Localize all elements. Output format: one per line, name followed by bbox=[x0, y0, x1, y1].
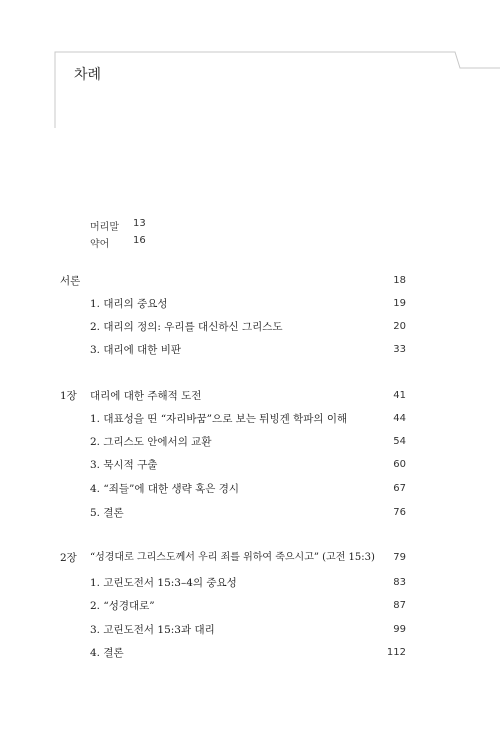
toc-page-number: 54 bbox=[393, 436, 406, 447]
toc-page-number: 44 bbox=[393, 413, 406, 424]
page-title: 차례 bbox=[74, 67, 102, 83]
chapter-title: “성경대로 그리스도께서 우리 죄를 위하여 죽으시고” (고전 15:3) bbox=[90, 552, 375, 563]
front-matter-label: 머리말 bbox=[90, 222, 119, 233]
toc-page-number: 18 bbox=[393, 275, 406, 286]
toc-page-number: 41 bbox=[393, 390, 406, 401]
front-matter-abbreviations bbox=[90, 235, 146, 250]
toc-entry[interactable] bbox=[0, 598, 500, 614]
toc-page-number: 20 bbox=[393, 321, 406, 332]
toc-entry-label: 3. 묵시적 구출 bbox=[90, 459, 158, 471]
toc-entry[interactable] bbox=[0, 481, 500, 497]
toc-entry-label: 2. “성경대로” bbox=[90, 600, 155, 612]
toc-entry-label: 1. 대표성을 띤 “자리바꿈”으로 보는 튀빙겐 학파의 이해 bbox=[90, 413, 348, 425]
toc-chapter-1[interactable] bbox=[0, 388, 500, 404]
chapter-title: 대리에 대한 주해적 도전 bbox=[90, 390, 202, 402]
toc-entry[interactable] bbox=[0, 645, 500, 661]
toc-entry-label: 3. 대리에 대한 비판 bbox=[90, 344, 182, 356]
toc-page-number: 112 bbox=[386, 647, 406, 658]
toc-page-number: 76 bbox=[393, 507, 406, 518]
toc-entry-label: 1. 대리의 중요성 bbox=[90, 298, 168, 310]
toc-entry[interactable] bbox=[0, 296, 500, 312]
toc-entry-label: 4. 결론 bbox=[90, 647, 124, 659]
toc-entry-label: 3. 고린도전서 15:3과 대리 bbox=[90, 624, 215, 636]
toc-page-number: 67 bbox=[393, 483, 406, 494]
toc-entry[interactable] bbox=[0, 505, 500, 521]
front-matter-page: 13 bbox=[133, 218, 146, 229]
front-matter-label: 약어 bbox=[90, 239, 110, 250]
front-matter-page: 16 bbox=[133, 235, 146, 246]
toc-chapter-2[interactable] bbox=[0, 550, 500, 566]
chapter-number: 2장 bbox=[60, 552, 77, 564]
toc-entry-label: 5. 결론 bbox=[90, 507, 124, 519]
toc-entry[interactable] bbox=[0, 411, 500, 427]
toc-page-number: 99 bbox=[393, 624, 406, 635]
toc-entry-label: 2. 그리스도 안에서의 교환 bbox=[90, 436, 212, 448]
chapter-number: 1장 bbox=[60, 390, 77, 402]
toc-entry-label: 2. 대리의 정의: 우리를 대신하신 그리스도 bbox=[90, 321, 283, 333]
toc-page-number: 79 bbox=[393, 552, 406, 563]
toc-entry-label: 4. “죄들”에 대한 생략 혹은 경시 bbox=[90, 483, 240, 495]
toc-page-number: 83 bbox=[393, 577, 406, 588]
toc-page-number: 60 bbox=[393, 459, 406, 470]
toc-page-number: 87 bbox=[393, 600, 406, 611]
toc-intro[interactable] bbox=[0, 273, 500, 289]
front-matter-preface bbox=[90, 218, 146, 233]
toc-page-number: 19 bbox=[393, 298, 406, 309]
toc-intro-label: 서론 bbox=[60, 275, 81, 287]
toc-entry[interactable] bbox=[0, 575, 500, 591]
toc-entry[interactable] bbox=[0, 434, 500, 450]
toc-entry[interactable] bbox=[0, 342, 500, 358]
toc-entry-label: 1. 고린도전서 15:3–4의 중요성 bbox=[90, 577, 237, 589]
toc-entry[interactable] bbox=[0, 457, 500, 473]
toc-page-number: 33 bbox=[393, 344, 406, 355]
toc-entry[interactable] bbox=[0, 622, 500, 638]
toc-entry[interactable] bbox=[0, 319, 500, 335]
